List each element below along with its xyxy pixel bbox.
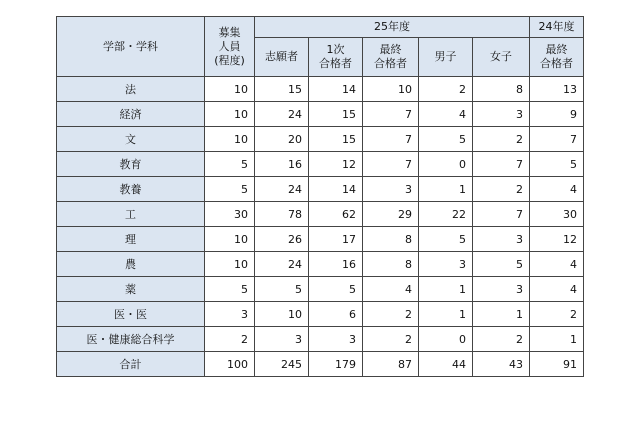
table-cell: 15 [309,102,363,127]
table-cell: 3 [419,252,473,277]
table-cell: 14 [309,77,363,102]
table-cell: 8 [363,227,419,252]
table-cell: 15 [309,127,363,152]
table-cell: 2 [363,302,419,327]
row-department-name: 教育 [57,152,205,177]
table-row [57,302,584,327]
table-cell: 10 [255,302,309,327]
table-cell: 10 [205,127,255,152]
header-male: 男子 [419,38,473,77]
table-row [57,102,584,127]
table-cell: 4 [363,277,419,302]
table-cell: 0 [419,327,473,352]
table-cell: 78 [255,202,309,227]
header-year-25: 25年度 [255,17,530,38]
table-cell: 3 [205,302,255,327]
table-cell: 30 [205,202,255,227]
table-cell: 17 [309,227,363,252]
row-department-name: 医・健康総合科学 [57,327,205,352]
table-cell: 1 [419,277,473,302]
table-cell: 13 [530,77,584,102]
table-cell: 3 [309,327,363,352]
table-cell: 26 [255,227,309,252]
table-cell: 3 [363,177,419,202]
table-cell: 5 [205,177,255,202]
table-cell: 4 [530,252,584,277]
table-cell: 2 [363,327,419,352]
table-cell: 2 [473,177,530,202]
header-first-pass: 1次 合格者 [309,38,363,77]
table-cell: 7 [363,127,419,152]
table-cell: 3 [473,227,530,252]
table-cell: 43 [473,352,530,377]
table-cell: 3 [473,102,530,127]
table-cell: 5 [205,277,255,302]
table-cell: 5 [473,252,530,277]
table-row [57,177,584,202]
table-cell: 12 [530,227,584,252]
table-cell: 3 [473,277,530,302]
table-cell: 7 [363,152,419,177]
table-cell: 8 [473,77,530,102]
table-row [57,227,584,252]
table-cell: 10 [363,77,419,102]
header-applicants: 志願者 [255,38,309,77]
table-cell: 15 [255,77,309,102]
table-cell: 1 [473,302,530,327]
table-row [57,127,584,152]
table-cell: 0 [419,152,473,177]
row-department-name: 農 [57,252,205,277]
table-cell: 2 [473,127,530,152]
table-cell: 3 [255,327,309,352]
table-cell: 7 [473,202,530,227]
table-row [57,77,584,102]
row-department-name: 教養 [57,177,205,202]
table-cell: 4 [419,102,473,127]
table-cell: 7 [530,127,584,152]
table-cell: 29 [363,202,419,227]
table-cell: 16 [309,252,363,277]
table-cell: 22 [419,202,473,227]
table-cell: 1 [530,327,584,352]
row-department-name: 工 [57,202,205,227]
table-row [57,327,584,352]
table-cell: 2 [419,77,473,102]
table-cell: 6 [309,302,363,327]
table-cell: 24 [255,102,309,127]
row-department-name: 医・医 [57,302,205,327]
table-cell: 179 [309,352,363,377]
table-row [57,352,584,377]
table-cell: 24 [255,177,309,202]
table-cell: 4 [530,177,584,202]
table-cell: 5 [205,152,255,177]
table-cell: 245 [255,352,309,377]
header-quota: 募集 人員 (程度) [205,17,255,77]
table-cell: 2 [473,327,530,352]
table-cell: 8 [363,252,419,277]
table-cell: 10 [205,77,255,102]
row-department-name: 法 [57,77,205,102]
table-row [57,252,584,277]
table-cell: 12 [309,152,363,177]
table-cell: 20 [255,127,309,152]
table-cell: 10 [205,227,255,252]
header-final-pass-24: 最終 合格者 [530,38,584,77]
header-female: 女子 [473,38,530,77]
row-department-name: 理 [57,227,205,252]
table-cell: 4 [530,277,584,302]
table-row [57,202,584,227]
table-header [57,17,584,77]
table-cell: 5 [419,227,473,252]
table-cell: 5 [530,152,584,177]
table-cell: 10 [205,102,255,127]
row-department-name: 経済 [57,102,205,127]
table-row [57,152,584,177]
table-cell: 44 [419,352,473,377]
table-cell: 1 [419,177,473,202]
table-cell: 1 [419,302,473,327]
table-cell: 5 [309,277,363,302]
header-year-24: 24年度 [530,17,584,38]
table-cell: 9 [530,102,584,127]
table-cell: 16 [255,152,309,177]
table-cell: 5 [419,127,473,152]
table-body [57,77,584,377]
table-cell: 2 [205,327,255,352]
table-cell: 24 [255,252,309,277]
table-cell: 30 [530,202,584,227]
table-cell: 7 [363,102,419,127]
table-cell: 2 [530,302,584,327]
table-cell: 100 [205,352,255,377]
header-final-pass: 最終 合格者 [363,38,419,77]
table-cell: 5 [255,277,309,302]
header-department: 学部・学科 [57,17,205,77]
table-cell: 10 [205,252,255,277]
table-cell: 62 [309,202,363,227]
table-row [57,277,584,302]
table-cell: 14 [309,177,363,202]
table-cell: 87 [363,352,419,377]
row-department-name: 薬 [57,277,205,302]
row-department-name: 文 [57,127,205,152]
table-cell: 7 [473,152,530,177]
row-department-name: 合計 [57,352,205,377]
table-cell: 91 [530,352,584,377]
admissions-table [56,16,584,377]
